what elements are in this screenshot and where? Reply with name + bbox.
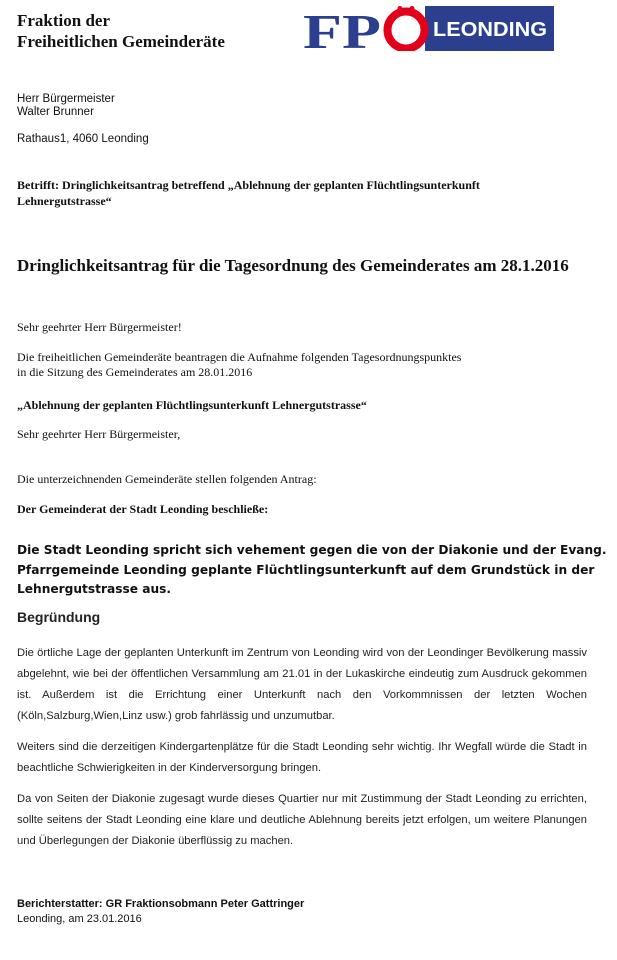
justification-paragraph-1: Die örtliche Lage der geplanten Unterkunft im Zentrum von Leonding wird von der Leondinger Bevölkerung massiv abgelehnt, wie bei der öffentlichen Versammlung am 21.01 in der Lukaskirche eindeutig zum Ausdruck gekommen ist. Außerdem ist die Errichtung einer Unterkunft nach den Vorkommnissen der letzten Wochen (Köln,Salzburg,Wien,Linz usw.) grob fahrlässig und unzumutbar. (17, 647, 587, 722)
fpoe-leonding-logo (303, 6, 554, 51)
recipient-name: Walter Brunner (17, 106, 94, 118)
motion-line-2: Pfarrgemeinde Leonding geplante Flüchtlingsunterkunft auf dem Grundstück in der (17, 562, 595, 577)
place-date: Leonding, am 23.01.2016 (17, 913, 142, 925)
logo-town-name: LEONDING (433, 19, 547, 41)
salutation-1: Sehr geehrter Herr Bürgermeister! (17, 320, 182, 334)
reporter-line: Berichterstatter: GR Fraktionsobmann Peter Gattringer (17, 898, 305, 910)
logo-umlaut-dot (410, 6, 415, 11)
logo-umlaut-dot (398, 6, 403, 11)
motion-line-3: Lehnergutstrasse aus. (17, 582, 172, 596)
recipient-title: Herr Bürgermeister (17, 93, 115, 105)
justification-paragraph-2: Weiters sind die derzeitigen Kindergartenplätze für die Stadt Leonding sehr wichtig. Ihr Wegfall würde die Stadt in beachtliche Schwierigkeiten in der Kinderversorgung bringen. (17, 741, 587, 774)
party-name-line2: Freiheitlichen Gemeinderäte (17, 32, 225, 51)
agenda-item: „Ablehnung der geplanten Flüchtlingsunterkunft Lehnergutstrasse“ (17, 398, 367, 412)
request-paragraph (17, 350, 587, 380)
justification-title: Begründung (17, 609, 101, 625)
motion-intro: Die unterzeichnenden Gemeinderäte stellen folgenden Antrag: (17, 472, 317, 486)
request-line-2: in die Sitzung des Gemeinderates am 28.01.2016 (17, 365, 253, 379)
justification-paragraph-3: Da von Seiten der Diakonie zugesagt wurde dieses Quartier nur mit Zustimmung der Stadt Leonding zu errichten, sollte seitens der Stadt Leonding eine klare und deutliche Ablehnung bereits jetzt erfolgen, um weitere Planungen und Überlegungen der Diakonie überflüssig zu machen. (17, 793, 587, 847)
request-line-1: Die freiheitlichen Gemeinderäte beantragen die Aufnahme folgenden Tagesordnungspunktes (17, 350, 462, 364)
subject-line: Betrifft: Dringlichkeitsantrag betreffend „Ablehnung der geplanten Flüchtlingsunterkunft Lehnergutstrasse“ (17, 178, 480, 208)
salutation-2: Sehr geehrter Herr Bürgermeister, (17, 427, 181, 441)
party-name-line1: Fraktion der (17, 11, 111, 30)
logo-letters: FP (303, 6, 381, 51)
logo-o-ring (388, 12, 425, 49)
document-heading: Dringlichkeitsantrag für die Tagesordnung des Gemeinderates am 28.1.2016 (17, 256, 569, 275)
recipient-address: Rathaus1, 4060 Leonding (17, 133, 149, 145)
motion-text (17, 541, 607, 600)
council-resolution: Der Gemeinderat der Stadt Leonding beschließe: (17, 502, 269, 516)
motion-line-1: Die Stadt Leonding spricht sich vehement gegen die von der Diakonie und der Evang. (17, 543, 607, 557)
party-name (17, 10, 225, 52)
recipient-block (17, 93, 115, 119)
